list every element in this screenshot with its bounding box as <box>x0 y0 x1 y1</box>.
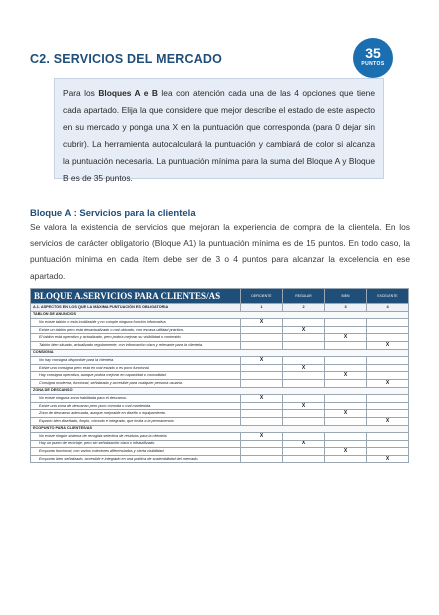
table-row <box>31 395 409 403</box>
table-row <box>31 357 409 365</box>
table-row <box>31 433 409 441</box>
score-cell[interactable] <box>325 379 367 387</box>
score-cell[interactable]: X <box>241 395 283 403</box>
score-cell[interactable] <box>241 410 283 418</box>
badge-number: 35 <box>365 45 381 61</box>
table-title: BLOQUE A.SERVICIOS PARA CLIENTES/AS <box>31 289 241 304</box>
table-row <box>31 402 409 410</box>
table-row <box>31 326 409 334</box>
score-cell[interactable] <box>241 372 283 380</box>
score-cell[interactable] <box>367 364 409 372</box>
item-description: Tablón bien situado, actualizado regularmente, con información clara y relevante para la clientela. <box>31 341 241 349</box>
score-cell[interactable] <box>241 379 283 387</box>
level-header: REGULAR <box>283 289 325 304</box>
instructions-text <box>63 85 375 187</box>
score-cell[interactable] <box>367 410 409 418</box>
score-cell[interactable] <box>367 334 409 342</box>
score-cell[interactable] <box>325 440 367 448</box>
score-cell[interactable] <box>283 448 325 456</box>
score-cell[interactable] <box>367 372 409 380</box>
item-description: No existe ningún sistema de recogida selectiva de residuos para la clientela. <box>31 433 241 441</box>
score-cell[interactable] <box>283 433 325 441</box>
table-row <box>31 417 409 425</box>
score-cell[interactable]: X <box>241 433 283 441</box>
instructions-post: lea con atención cada una de las 4 opciones que tiene cada apartado. Elija la que considere que mejor describe el estado de este aspecto en su mercado y ponga una X en la puntuación que corresponda (para 0 dejar sin cubrir). La herramienta autocalculará la puntuación y cambiará de color si alcanza la puntuación necesaria. La puntuación mínima para la suma del Bloque A y Bloque B es de 35 puntos. <box>63 88 375 183</box>
score-cell[interactable] <box>241 341 283 349</box>
section-paragraph: Se valora la existencia de servicios que mejoran la experiencia de compra de la clientela. En los servicios de carácter obligatorio (Bloque A1) la puntuación mínima es de 15 puntos. En todo caso, la puntuación mínima en cada ítem debe ser de 3 o 4 puntos para alcanzar la excelencia en ese apartado. <box>30 222 410 281</box>
table-row <box>31 455 409 463</box>
item-description: Hay consigna operativa, aunque podría mejorar en capacidad o comodidad. <box>31 372 241 380</box>
instructions-box <box>54 78 384 183</box>
score-header: 2 <box>283 304 325 312</box>
points-badge <box>353 38 393 78</box>
score-cell[interactable] <box>367 326 409 334</box>
page-title: C2. SERVICIOS DEL MERCADO <box>30 52 223 66</box>
score-cell[interactable] <box>241 364 283 372</box>
score-cell[interactable] <box>241 455 283 463</box>
score-cell[interactable]: X <box>325 448 367 456</box>
score-cell[interactable] <box>283 319 325 327</box>
item-description: Consigna moderna, funcional, señalizada y accesible para cualquier persona usuaria. <box>31 379 241 387</box>
score-cell[interactable] <box>241 334 283 342</box>
group-label: TABLÓN DE ANUNCIOS <box>31 311 409 319</box>
score-cell[interactable] <box>241 326 283 334</box>
item-description: No hay consigna disponible para la clientela. <box>31 357 241 365</box>
score-cell[interactable] <box>325 455 367 463</box>
level-header: DEFICIENTE <box>241 289 283 304</box>
score-cell[interactable]: X <box>283 402 325 410</box>
table-group-row <box>31 425 409 433</box>
score-cell[interactable] <box>283 455 325 463</box>
group-label: CONSIGNA <box>31 349 409 357</box>
table-row <box>31 379 409 387</box>
level-header: EXCELENTE <box>367 289 409 304</box>
item-description: Zona de descanso adecuada, aunque mejorable en diseño o equipamiento. <box>31 410 241 418</box>
score-header: 4 <box>367 304 409 312</box>
table-row <box>31 334 409 342</box>
score-cell[interactable] <box>325 319 367 327</box>
table-group-row <box>31 349 409 357</box>
score-cell[interactable] <box>367 440 409 448</box>
score-cell[interactable] <box>241 440 283 448</box>
table-row <box>31 341 409 349</box>
score-cell[interactable] <box>283 372 325 380</box>
section-title: Bloque A : Servicios para la clientela <box>30 208 196 219</box>
score-cell[interactable] <box>283 379 325 387</box>
table-row <box>31 372 409 380</box>
score-cell[interactable]: X <box>241 319 283 327</box>
score-cell[interactable] <box>283 410 325 418</box>
score-cell[interactable] <box>325 326 367 334</box>
score-cell[interactable] <box>367 448 409 456</box>
score-cell[interactable]: X <box>367 455 409 463</box>
table-row <box>31 440 409 448</box>
table-row <box>31 364 409 372</box>
score-cell[interactable]: X <box>325 372 367 380</box>
score-cell[interactable] <box>367 402 409 410</box>
score-cell[interactable] <box>283 341 325 349</box>
table-group-row <box>31 311 409 319</box>
table-row <box>31 448 409 456</box>
score-cell[interactable]: X <box>283 326 325 334</box>
item-description: Ecopunto funcional, con varios colectores diferenciados y cierta visibilidad. <box>31 448 241 456</box>
score-cell[interactable] <box>325 417 367 425</box>
score-cell[interactable]: X <box>325 410 367 418</box>
score-cell[interactable] <box>325 357 367 365</box>
table-header-row <box>31 289 409 304</box>
score-cell[interactable] <box>241 402 283 410</box>
score-cell[interactable] <box>283 334 325 342</box>
score-header: 3 <box>325 304 367 312</box>
item-description: No existe tablón o está inutilizable y no cumple ninguna función informativa. <box>31 319 241 327</box>
item-description: Existe un tablón pero está desactualizado o mal ubicado, con escasa utilidad práctica. <box>31 326 241 334</box>
scoring-table <box>30 288 409 463</box>
score-cell[interactable]: X <box>241 357 283 365</box>
table-row <box>31 410 409 418</box>
score-cell[interactable] <box>241 417 283 425</box>
score-cell[interactable] <box>325 402 367 410</box>
score-cell[interactable] <box>325 433 367 441</box>
item-description: Hay un punto de reciclaje, pero sin señalización clara o infrautilizado. <box>31 440 241 448</box>
score-cell[interactable] <box>367 433 409 441</box>
score-cell[interactable]: X <box>325 334 367 342</box>
score-cell[interactable] <box>241 448 283 456</box>
item-description: No existe ninguna zona habilitada para el descanso. <box>31 395 241 403</box>
badge-unit: PUNTOS <box>361 61 385 67</box>
score-cell[interactable] <box>283 417 325 425</box>
score-cell[interactable]: X <box>367 379 409 387</box>
score-cell[interactable] <box>367 395 409 403</box>
item-description: Existe una zona de descanso pero poco cómoda o mal mantenida. <box>31 402 241 410</box>
score-cell[interactable] <box>367 319 409 327</box>
group-label: ECOPUNTO PARA CLIENTES/AS <box>31 425 409 433</box>
item-description: Existe una consigna pero está en mal estado o es poco funcional. <box>31 364 241 372</box>
group-label: ZONA DE DESCANSO <box>31 387 409 395</box>
score-cell[interactable] <box>325 364 367 372</box>
score-cell[interactable]: X <box>283 440 325 448</box>
subheader-label: A.1. ASPECTOS EN LOS QUE LA MÁXIMA PUNTUACIÓN ES OBLIGATORIA <box>31 304 241 312</box>
instructions-bold: Bloques A e B <box>98 88 158 98</box>
table-group-row <box>31 387 409 395</box>
score-cell[interactable]: X <box>367 417 409 425</box>
table-row <box>31 319 409 327</box>
item-description: Espacio bien diseñado, limpio, cómodo e integrado, que invita a la permanencia. <box>31 417 241 425</box>
score-cell[interactable] <box>367 357 409 365</box>
score-cell[interactable] <box>325 341 367 349</box>
level-header: BIEN <box>325 289 367 304</box>
item-description: El tablón está operativo y actualizado, pero podría mejorar su visibilidad o contenido. <box>31 334 241 342</box>
instructions-pre: Para los <box>63 88 99 98</box>
table-subheader-row <box>31 304 409 312</box>
score-cell[interactable] <box>325 395 367 403</box>
score-cell[interactable] <box>283 357 325 365</box>
score-header: 1 <box>241 304 283 312</box>
score-cell[interactable] <box>283 395 325 403</box>
score-cell[interactable]: X <box>367 341 409 349</box>
score-cell[interactable]: X <box>283 364 325 372</box>
item-description: Ecopunto bien señalizado, accesible e integrado en una política de sostenibilidad del mercado. <box>31 455 241 463</box>
